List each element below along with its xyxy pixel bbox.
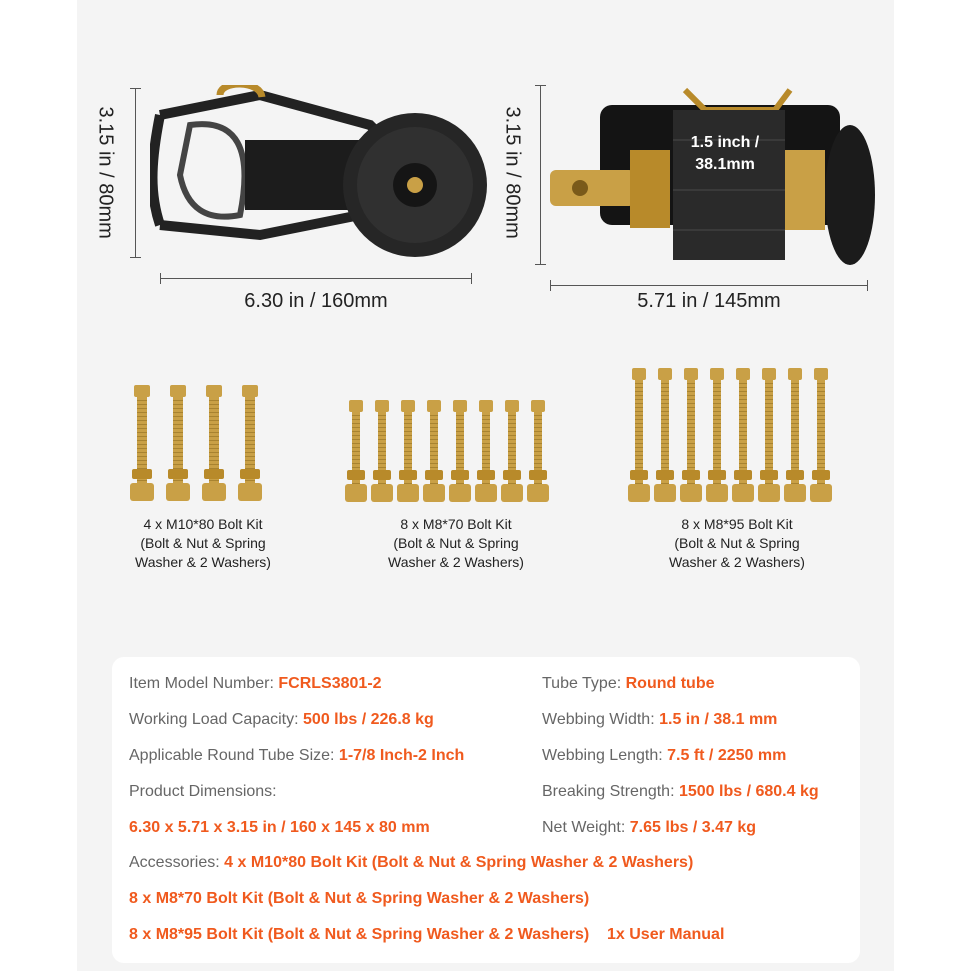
width-dimension-line-left bbox=[160, 278, 472, 279]
left-height-label: 3.15 in / 80mm bbox=[94, 106, 117, 239]
height-dimension-line-left bbox=[135, 88, 136, 258]
spec-value: 1500 lbs / 680.4 kg bbox=[678, 783, 819, 800]
spec-value: Round tube bbox=[625, 675, 715, 692]
bolt-icon bbox=[680, 368, 702, 504]
kit-label-line: 8 x M8*95 Bolt Kit bbox=[681, 516, 793, 532]
left-width-label: 6.30 in / 160mm bbox=[244, 290, 388, 312]
spec-accessory-2 bbox=[129, 890, 589, 908]
bolt-icon bbox=[449, 400, 471, 504]
bolt-icon bbox=[166, 385, 190, 503]
spec-value: 6.30 x 5.71 x 3.15 in / 160 x 145 x 80 mm bbox=[129, 819, 430, 836]
bolt-icon bbox=[758, 368, 780, 504]
spec-value: FCRLS3801-2 bbox=[278, 675, 382, 692]
right-height-label: 3.15 in / 80mm bbox=[501, 106, 524, 239]
bolt-icon bbox=[732, 368, 754, 504]
bolt-icon bbox=[628, 368, 650, 504]
strap-width-label: 1.5 inch / 38.1mm bbox=[690, 134, 760, 173]
spec-label: Accessories: bbox=[129, 854, 220, 871]
bolt-icon bbox=[202, 385, 226, 503]
bolt-icon bbox=[527, 400, 549, 504]
spec-weight bbox=[542, 819, 756, 837]
spec-accessories bbox=[129, 854, 693, 872]
spec-dims bbox=[129, 783, 277, 801]
spec-value: 1x User Manual bbox=[607, 926, 725, 943]
bolt-icon bbox=[706, 368, 728, 504]
height-dimension-line-right bbox=[540, 85, 541, 265]
kit-label-1 bbox=[103, 515, 303, 572]
width-dimension-line-right bbox=[550, 285, 868, 286]
kit-label-line: Washer & 2 Washers) bbox=[135, 554, 271, 570]
bolt-kit-m10-80-image bbox=[130, 385, 280, 505]
spec-breaking bbox=[542, 783, 819, 801]
right-width-label: 5.71 in / 145mm bbox=[637, 290, 781, 312]
bolt-kit-m8-70-image bbox=[345, 400, 565, 505]
dimension-tick bbox=[130, 88, 141, 89]
kit-label-line: (Bolt & Nut & Spring bbox=[393, 535, 519, 551]
bolt-icon bbox=[397, 400, 419, 504]
bolt-icon bbox=[810, 368, 832, 504]
kit-label-line: 4 x M10*80 Bolt Kit bbox=[143, 516, 263, 532]
spec-webbing-length bbox=[542, 747, 786, 765]
spec-value: 7.65 lbs / 3.47 kg bbox=[629, 819, 757, 836]
spec-load bbox=[129, 711, 434, 729]
spec-model bbox=[129, 675, 382, 693]
dimension-tick bbox=[535, 85, 546, 86]
kit-label-2 bbox=[356, 515, 556, 572]
dimension-tick bbox=[535, 264, 546, 265]
spec-value: 4 x M10*80 Bolt Kit (Bolt & Nut & Spring Washer & 2 Washers) bbox=[224, 854, 694, 871]
spec-label: Item Model Number: bbox=[129, 675, 274, 692]
spec-value: 8 x M8*95 Bolt Kit (Bolt & Nut & Spring Washer & 2 Washers) bbox=[129, 926, 590, 943]
spec-label: Webbing Length: bbox=[542, 747, 663, 764]
spec-dims-value bbox=[129, 819, 430, 837]
spec-value: 7.5 ft / 2250 mm bbox=[667, 747, 787, 764]
spec-label: Net Weight: bbox=[542, 819, 626, 836]
spec-value: 1-7/8 Inch-2 Inch bbox=[338, 747, 465, 764]
spec-tube-size bbox=[129, 747, 464, 765]
bolt-icon bbox=[654, 368, 676, 504]
spec-label: Working Load Capacity: bbox=[129, 711, 299, 728]
kit-label-line: (Bolt & Nut & Spring bbox=[674, 535, 800, 551]
spec-label: Webbing Width: bbox=[542, 711, 655, 728]
ratchet-side-view-image bbox=[150, 85, 490, 260]
spec-value: 1.5 in / 38.1 mm bbox=[659, 711, 778, 728]
spec-label: Tube Type: bbox=[542, 675, 622, 692]
dimension-tick bbox=[130, 257, 141, 258]
bolt-icon bbox=[238, 385, 262, 503]
bolt-icon bbox=[475, 400, 497, 504]
kit-label-line: 8 x M8*70 Bolt Kit bbox=[400, 516, 512, 532]
spec-accessory-3 bbox=[129, 926, 724, 944]
spec-webbing-width bbox=[542, 711, 777, 729]
spec-tube-type bbox=[542, 675, 715, 693]
dimension-tick bbox=[160, 273, 161, 284]
bolt-icon bbox=[371, 400, 393, 504]
spec-value: 500 lbs / 226.8 kg bbox=[303, 711, 434, 728]
spec-card bbox=[112, 657, 860, 963]
kit-label-3 bbox=[637, 515, 837, 572]
spec-value: 8 x M8*70 Bolt Kit (Bolt & Nut & Spring Washer & 2 Washers) bbox=[129, 890, 590, 907]
kit-label-line: Washer & 2 Washers) bbox=[388, 554, 524, 570]
spec-label: Product Dimensions: bbox=[129, 783, 277, 800]
bolt-icon bbox=[784, 368, 806, 504]
spec-label: Breaking Strength: bbox=[542, 783, 675, 800]
bolt-icon bbox=[130, 385, 154, 503]
spec-label: Applicable Round Tube Size: bbox=[129, 747, 335, 764]
kit-label-line: (Bolt & Nut & Spring bbox=[140, 535, 266, 551]
bolt-icon bbox=[423, 400, 445, 504]
bolt-kit-m8-95-image bbox=[628, 368, 848, 505]
dimension-tick bbox=[471, 273, 472, 284]
kit-label-line: Washer & 2 Washers) bbox=[669, 554, 805, 570]
bolt-icon bbox=[501, 400, 523, 504]
bolt-icon bbox=[345, 400, 367, 504]
